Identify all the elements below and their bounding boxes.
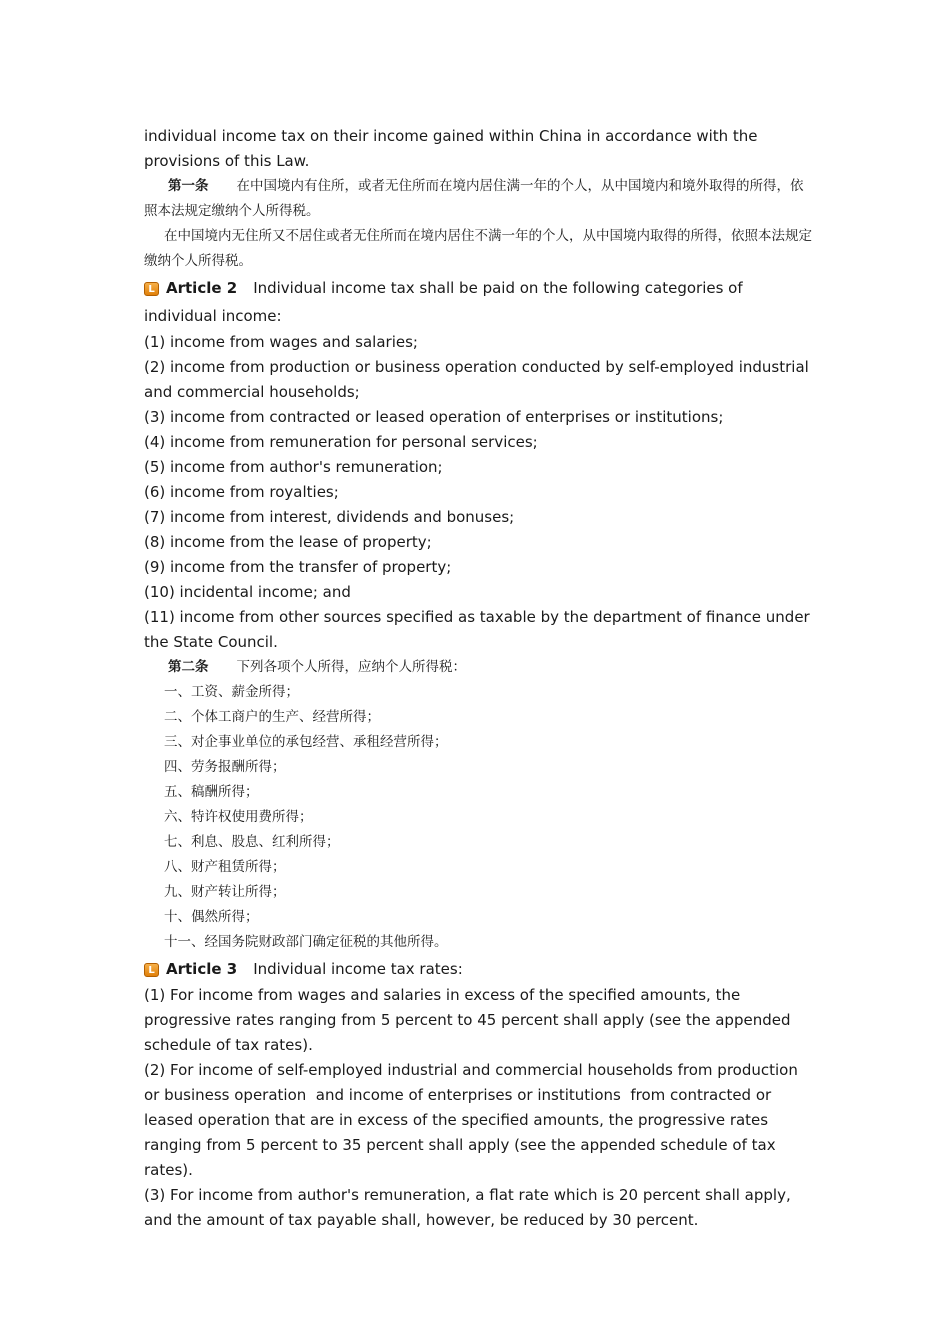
article2-item: (5) income from author's remuneration; bbox=[144, 458, 443, 476]
article2-zh-label: 第二条 bbox=[168, 659, 209, 675]
article2-lead: Individual income tax shall be paid on the following categories of individual income: bbox=[144, 279, 743, 325]
article2-item: (1) income from wages and salaries; bbox=[144, 333, 418, 351]
article2-zh-item: 七、利息、股息、红利所得； bbox=[164, 834, 340, 850]
article2-zh-item: 九、财产转让所得； bbox=[164, 884, 286, 900]
article3-lead: Individual income tax rates: bbox=[253, 960, 463, 978]
article3-item: (1) For income from wages and salaries in excess of the specified amounts, the progressive rates ranging from 5 percent to 45 percent shall apply (see the appended schedule of tax rates). bbox=[144, 986, 796, 1054]
article3-label: Article 3 bbox=[166, 960, 238, 978]
article2-item: (2) income from production or business operation conducted by self-employed industrial and commercial households; bbox=[144, 358, 814, 401]
article2-item: (8) income from the lease of property; bbox=[144, 533, 432, 551]
document-body bbox=[144, 124, 814, 1233]
article1-en-continued: individual income tax on their income gained within China in accordance with the provisions of this Law. bbox=[144, 127, 763, 170]
law-link-icon[interactable]: L bbox=[144, 963, 159, 977]
article2-zh-item: 五、稿酬所得； bbox=[164, 784, 259, 800]
article2-zh-item: 四、劳务报酬所得； bbox=[164, 759, 286, 775]
article2-zh-item: 六、特许权使用费所得； bbox=[164, 809, 313, 825]
article2-zh-item: 十一、经国务院财政部门确定征税的其他所得。 bbox=[164, 934, 448, 950]
law-link-icon[interactable]: L bbox=[144, 282, 159, 296]
article2-zh-item: 一、工资、薪金所得； bbox=[164, 684, 299, 700]
article2-zh-item: 三、对企事业单位的承包经营、承租经营所得； bbox=[164, 734, 448, 750]
article3-heading bbox=[144, 955, 814, 983]
article2-item: (11) income from other sources specified as taxable by the department of finance under the State Council. bbox=[144, 608, 815, 651]
article2-item: (3) income from contracted or leased operation of enterprises or institutions; bbox=[144, 408, 724, 426]
article3-item: (3) For income from author's remuneration, a flat rate which is 20 percent shall apply, and the amount of tax payable shall, however, be reduced by 30 percent. bbox=[144, 1186, 796, 1229]
article2-label: Article 2 bbox=[166, 279, 238, 297]
article2-item: (9) income from the transfer of property; bbox=[144, 558, 452, 576]
article3-item: (2) For income of self-employed industrial and commercial households from production or business operation and income of enterprises or institutions from contracted or leased operation that are in excess of the specified amounts, the progressive rates ranging from 5 percent to 35 percent shall apply (see the appended schedule of tax rates). bbox=[144, 1061, 803, 1179]
article2-item: (10) incidental income; and bbox=[144, 583, 351, 601]
article1-zh-paragraph-2: 在中国境内无住所又不居住或者无住所而在境内居住不满一年的个人，从中国境内取得的所得，依照本法规定缴纳个人所得税。 bbox=[144, 228, 812, 269]
article1-zh-label: 第一条 bbox=[168, 178, 209, 194]
article2-item: (7) income from interest, dividends and bonuses; bbox=[144, 508, 515, 526]
article2-zh-lead: 下列各项个人所得，应纳个人所得税： bbox=[236, 659, 466, 675]
article1-zh-text: 在中国境内有住所，或者无住所而在境内居住满一年的个人，从中国境内和境外取得的所得，依照本法规定缴纳个人所得税。 bbox=[144, 178, 804, 219]
article2-heading bbox=[144, 274, 814, 330]
article2-item: (4) income from remuneration for personal services; bbox=[144, 433, 538, 451]
article1-zh-paragraph bbox=[144, 174, 814, 224]
article2-zh-item: 八、财产租赁所得； bbox=[164, 859, 286, 875]
article2-item: (6) income from royalties; bbox=[144, 483, 339, 501]
article2-zh-heading bbox=[144, 655, 814, 680]
article2-zh-item: 二、个体工商户的生产、经营所得； bbox=[164, 709, 380, 725]
article2-zh-item: 十、偶然所得； bbox=[164, 909, 259, 925]
